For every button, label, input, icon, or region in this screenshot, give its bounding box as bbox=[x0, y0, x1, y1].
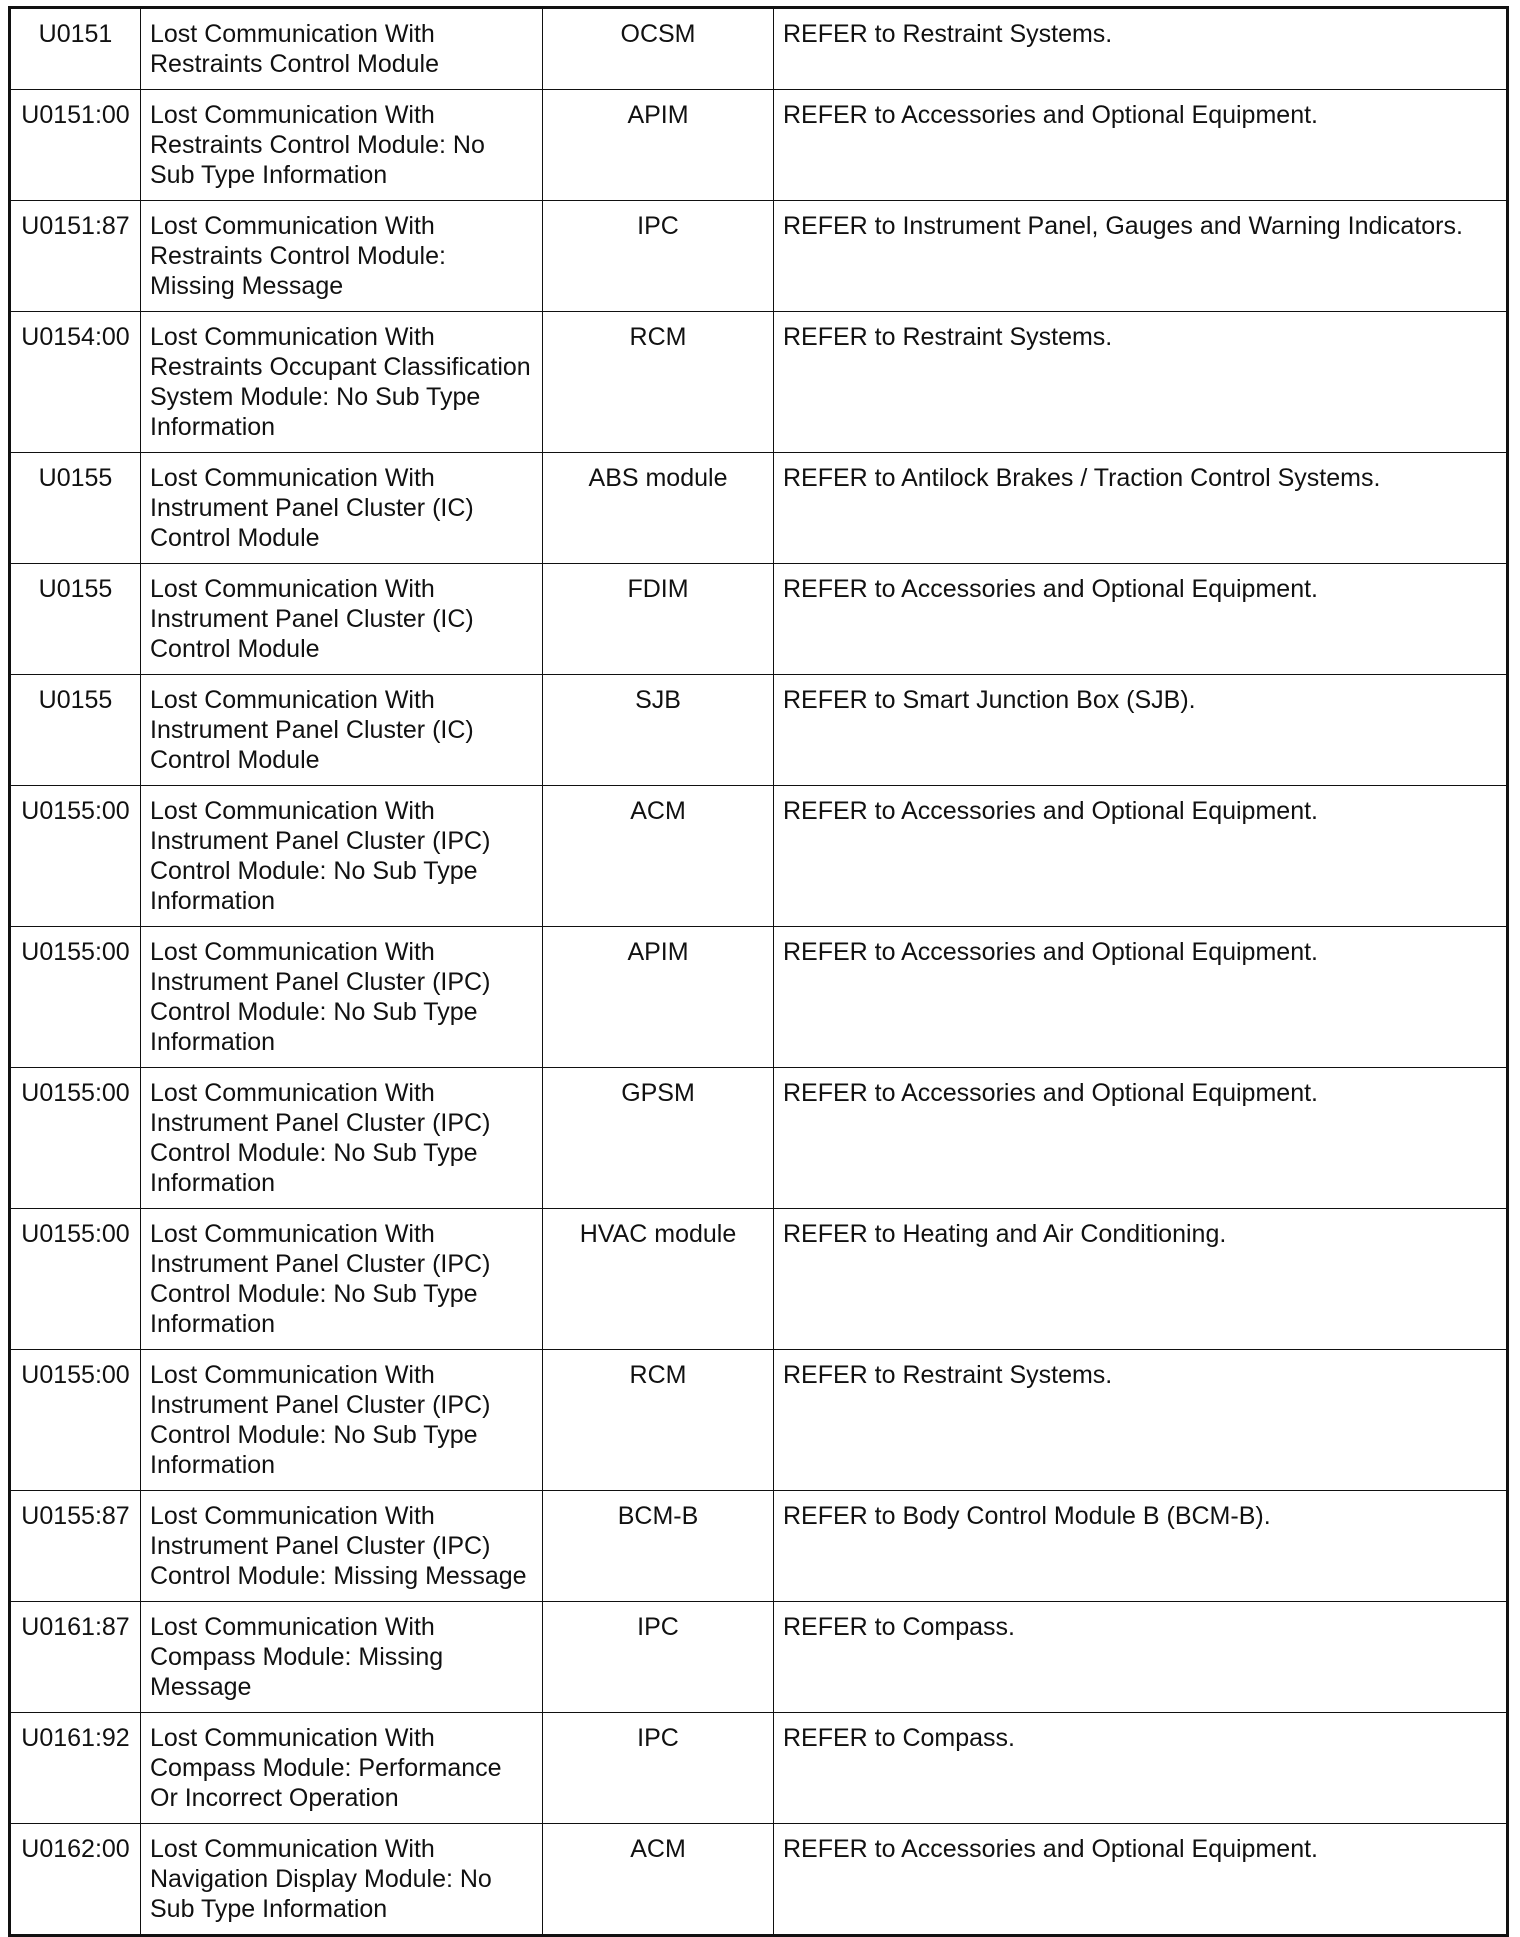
dtc-code: U0155 bbox=[10, 564, 141, 675]
dtc-action: REFER to Instrument Panel, Gauges and Warning Indicators. bbox=[774, 201, 1508, 312]
dtc-description: Lost Communication With Compass Module: Missing Message bbox=[141, 1602, 543, 1713]
dtc-module: ABS module bbox=[543, 453, 774, 564]
dtc-code: U0155:00 bbox=[10, 1068, 141, 1209]
table-row bbox=[10, 453, 1508, 564]
dtc-code: U0155:87 bbox=[10, 1491, 141, 1602]
dtc-module: APIM bbox=[543, 90, 774, 201]
table-row bbox=[10, 1209, 1508, 1350]
dtc-action: REFER to Restraint Systems. bbox=[774, 1350, 1508, 1491]
dtc-module: RCM bbox=[543, 1350, 774, 1491]
dtc-action: REFER to Heating and Air Conditioning. bbox=[774, 1209, 1508, 1350]
table-row bbox=[10, 1602, 1508, 1713]
dtc-action: REFER to Accessories and Optional Equipment. bbox=[774, 564, 1508, 675]
dtc-module: APIM bbox=[543, 927, 774, 1068]
dtc-action: REFER to Accessories and Optional Equipment. bbox=[774, 927, 1508, 1068]
table-row bbox=[10, 8, 1508, 90]
table-row bbox=[10, 786, 1508, 927]
dtc-module: SJB bbox=[543, 675, 774, 786]
dtc-code: U0155 bbox=[10, 675, 141, 786]
table-row bbox=[10, 1824, 1508, 1936]
table-row bbox=[10, 1350, 1508, 1491]
dtc-code: U0155:00 bbox=[10, 786, 141, 927]
dtc-action: REFER to Compass. bbox=[774, 1602, 1508, 1713]
table-row bbox=[10, 90, 1508, 201]
dtc-action: REFER to Accessories and Optional Equipment. bbox=[774, 1068, 1508, 1209]
dtc-module: IPC bbox=[543, 1602, 774, 1713]
dtc-description: Lost Communication With Instrument Panel Cluster (IPC) Control Module: Missing Message bbox=[141, 1491, 543, 1602]
table-row bbox=[10, 201, 1508, 312]
table-row bbox=[10, 1068, 1508, 1209]
dtc-table-body bbox=[10, 8, 1508, 1936]
dtc-module: GPSM bbox=[543, 1068, 774, 1209]
dtc-module: ACM bbox=[543, 1824, 774, 1936]
dtc-module: IPC bbox=[543, 1713, 774, 1824]
dtc-description: Lost Communication With Instrument Panel Cluster (IC) Control Module bbox=[141, 564, 543, 675]
dtc-description: Lost Communication With Instrument Panel Cluster (IPC) Control Module: No Sub Type Information bbox=[141, 786, 543, 927]
dtc-action: REFER to Accessories and Optional Equipment. bbox=[774, 1824, 1508, 1936]
dtc-action: REFER to Smart Junction Box (SJB). bbox=[774, 675, 1508, 786]
dtc-code: U0151:00 bbox=[10, 90, 141, 201]
dtc-action: REFER to Accessories and Optional Equipment. bbox=[774, 90, 1508, 201]
table-row bbox=[10, 312, 1508, 453]
dtc-code: U0154:00 bbox=[10, 312, 141, 453]
dtc-code: U0151:87 bbox=[10, 201, 141, 312]
dtc-code: U0155:00 bbox=[10, 1209, 141, 1350]
dtc-description: Lost Communication With Restraints Occupant Classification System Module: No Sub Type Information bbox=[141, 312, 543, 453]
dtc-action: REFER to Accessories and Optional Equipment. bbox=[774, 786, 1508, 927]
dtc-action: REFER to Body Control Module B (BCM-B). bbox=[774, 1491, 1508, 1602]
dtc-action: REFER to Compass. bbox=[774, 1713, 1508, 1824]
dtc-description: Lost Communication With Instrument Panel Cluster (IPC) Control Module: No Sub Type Information bbox=[141, 1350, 543, 1491]
dtc-description: Lost Communication With Instrument Panel Cluster (IC) Control Module bbox=[141, 675, 543, 786]
dtc-description: Lost Communication With Instrument Panel Cluster (IPC) Control Module: No Sub Type Information bbox=[141, 927, 543, 1068]
dtc-module: HVAC module bbox=[543, 1209, 774, 1350]
dtc-table bbox=[8, 6, 1509, 1937]
dtc-description: Lost Communication With Navigation Display Module: No Sub Type Information bbox=[141, 1824, 543, 1936]
dtc-code: U0162:00 bbox=[10, 1824, 141, 1936]
dtc-description: Lost Communication With Restraints Control Module: No Sub Type Information bbox=[141, 90, 543, 201]
dtc-description: Lost Communication With Restraints Control Module bbox=[141, 8, 543, 90]
dtc-module: BCM-B bbox=[543, 1491, 774, 1602]
dtc-action: REFER to Restraint Systems. bbox=[774, 312, 1508, 453]
dtc-description: Lost Communication With Restraints Control Module: Missing Message bbox=[141, 201, 543, 312]
dtc-code: U0155:00 bbox=[10, 1350, 141, 1491]
dtc-code: U0151 bbox=[10, 8, 141, 90]
dtc-code: U0161:87 bbox=[10, 1602, 141, 1713]
table-row bbox=[10, 564, 1508, 675]
dtc-code: U0155 bbox=[10, 453, 141, 564]
table-row bbox=[10, 927, 1508, 1068]
dtc-code: U0161:92 bbox=[10, 1713, 141, 1824]
dtc-description: Lost Communication With Instrument Panel Cluster (IC) Control Module bbox=[141, 453, 543, 564]
table-row bbox=[10, 675, 1508, 786]
dtc-module: OCSM bbox=[543, 8, 774, 90]
dtc-action: REFER to Antilock Brakes / Traction Control Systems. bbox=[774, 453, 1508, 564]
dtc-action: REFER to Restraint Systems. bbox=[774, 8, 1508, 90]
dtc-description: Lost Communication With Compass Module: Performance Or Incorrect Operation bbox=[141, 1713, 543, 1824]
dtc-description: Lost Communication With Instrument Panel Cluster (IPC) Control Module: No Sub Type Information bbox=[141, 1209, 543, 1350]
dtc-description: Lost Communication With Instrument Panel Cluster (IPC) Control Module: No Sub Type Information bbox=[141, 1068, 543, 1209]
table-row bbox=[10, 1713, 1508, 1824]
dtc-code: U0155:00 bbox=[10, 927, 141, 1068]
dtc-module: ACM bbox=[543, 786, 774, 927]
dtc-module: FDIM bbox=[543, 564, 774, 675]
table-row bbox=[10, 1491, 1508, 1602]
dtc-module: IPC bbox=[543, 201, 774, 312]
dtc-module: RCM bbox=[543, 312, 774, 453]
